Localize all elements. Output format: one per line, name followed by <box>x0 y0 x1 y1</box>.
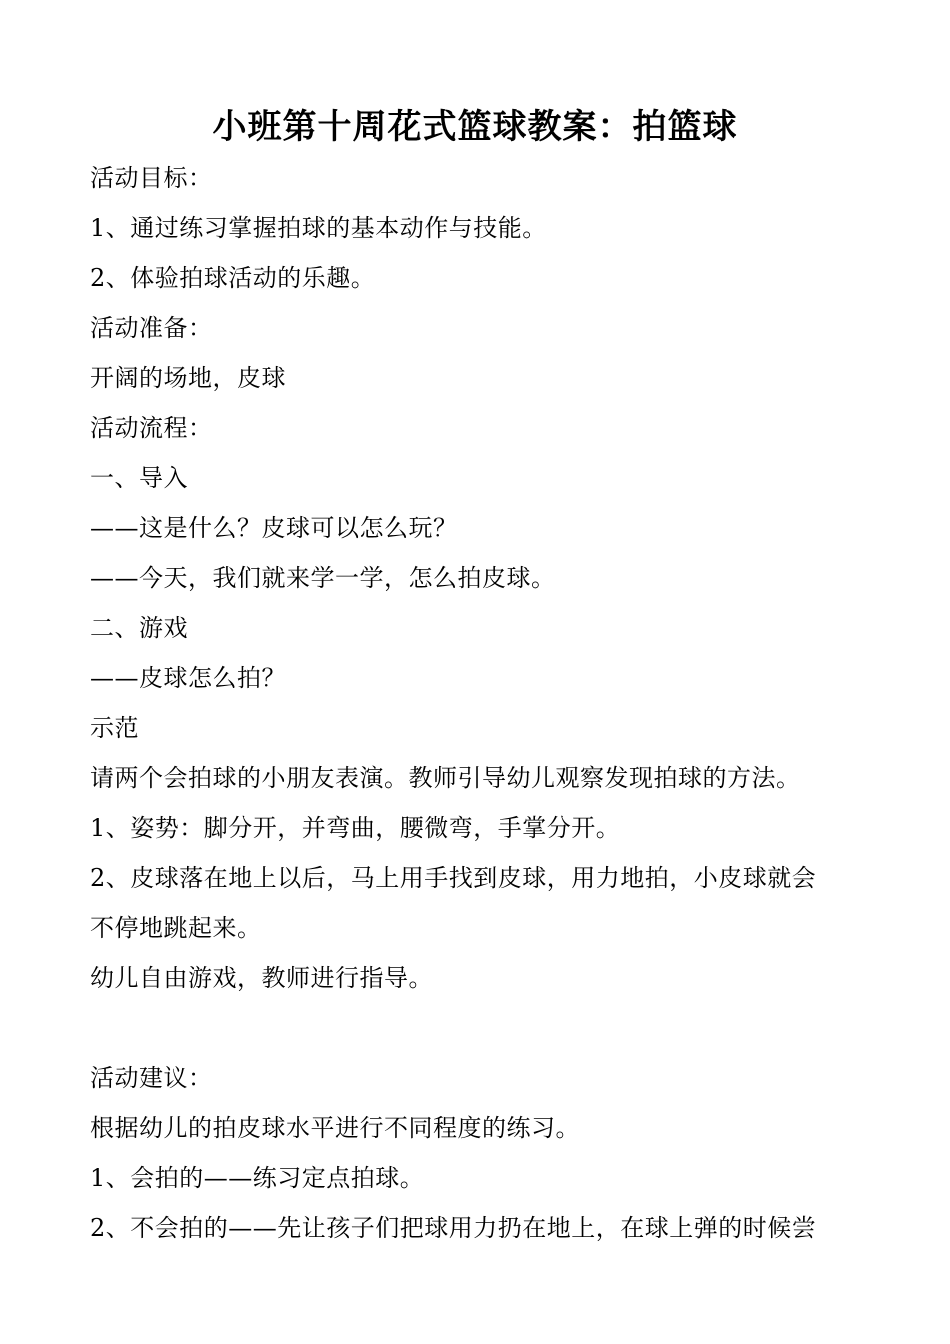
dialogue-line: ——这是什么？皮球可以怎么玩？ <box>90 514 458 542</box>
paragraph-line: 请两个会拍球的小朋友表演。教师引导幼儿观察发现拍球的方法。 <box>90 764 801 792</box>
suggestion-item: 1、会拍的——练习定点拍球。 <box>90 1164 425 1192</box>
method-item: 1、姿势：脚分开，并弯曲，腰微弯，手掌分开。 <box>90 814 621 842</box>
section-heading-suggestions: 活动建议： <box>90 1064 213 1092</box>
dialogue-line: ——皮球怎么拍？ <box>90 664 286 692</box>
process-step-heading: 一、导入 <box>90 464 188 492</box>
section-heading-process: 活动流程： <box>90 414 213 442</box>
paragraph-line: 根据幼儿的拍皮球水平进行不同程度的练习。 <box>90 1114 580 1142</box>
paragraph-line: 幼儿自由游戏，教师进行指导。 <box>90 964 433 992</box>
section-heading-preparation: 活动准备： <box>90 314 213 342</box>
process-step-heading: 二、游戏 <box>90 614 188 642</box>
section-heading-goals: 活动目标： <box>90 164 213 192</box>
method-item: 2、皮球落在地上以后，马上用手找到皮球，用力地拍，小皮球就会 <box>90 864 817 892</box>
preparation-text: 开阔的场地，皮球 <box>90 364 286 392</box>
method-item-continuation: 不停地跳起来。 <box>90 914 262 942</box>
blank-line <box>90 1003 870 1053</box>
dialogue-line: ——今天，我们就来学一学，怎么拍皮球。 <box>90 564 556 592</box>
document-title: 小班第十周花式篮球教案：拍篮球 <box>212 107 738 147</box>
goal-item: 1、通过练习掌握拍球的基本动作与技能。 <box>90 214 547 242</box>
goal-item: 2、体验拍球活动的乐趣。 <box>90 264 376 292</box>
suggestion-item: 2、不会拍的——先让孩子们把球用力扔在地上，在球上弹的时候尝 <box>90 1214 817 1242</box>
document-body <box>90 153 870 1253</box>
subheading-demo: 示范 <box>90 714 139 742</box>
